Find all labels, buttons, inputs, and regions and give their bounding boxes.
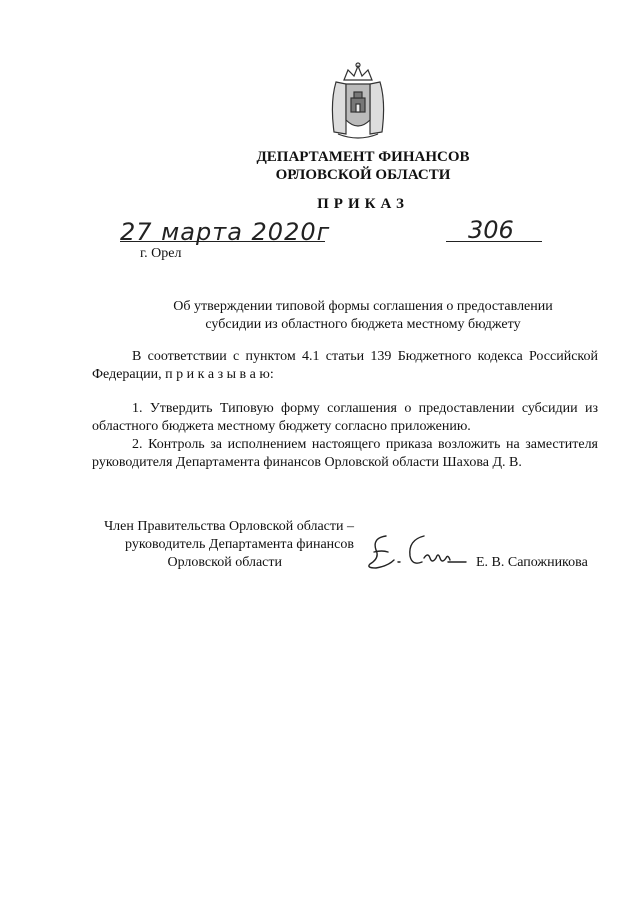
order-item-2: 2. Контроль за исполнением настоящего приказа возложить на заместителя руководителя Департамента финансов Орловской области Шахова Д. В. (92, 437, 598, 470)
position-line-2: руководитель Департамента финансов (125, 537, 354, 552)
handwritten-signature (364, 528, 468, 574)
date-underline (120, 241, 325, 242)
coat-of-arms-emblem (326, 62, 390, 142)
subject-line-1: Об утверждении типовой формы соглашения о предоставлении (173, 299, 553, 314)
position-line-3: Орловской области (167, 555, 282, 570)
position-line-1: Член Правительства Орловской области – (104, 519, 354, 534)
order-subject (120, 298, 606, 334)
department-name (120, 148, 606, 184)
preamble-paragraph: В соответствии с пунктом 4.1 статьи 139 Бюджетного кодекса Российской Федерации, п р и к а з ы в а ю: (92, 349, 598, 382)
department-line-1: ДЕПАРТАМЕНТ ФИНАНСОВ (256, 149, 470, 165)
signatory-name: Е. В. Сапожникова (476, 555, 588, 570)
handwritten-date: 27 марта 2020г (120, 218, 331, 246)
city-label: г. Орел (140, 246, 182, 261)
department-line-2: ОРЛОВСКОЙ ОБЛАСТИ (275, 167, 451, 183)
document-type-heading: ПРИКАЗ (317, 196, 409, 212)
order-item-1: 1. Утвердить Типовую форму соглашения о предоставлении субсидии из областного бюджета местному бюджету согласно приложению. (92, 401, 598, 434)
handwritten-number: 306 (468, 216, 514, 244)
subject-line-2: субсидии из областного бюджета местному бюджету (205, 317, 521, 332)
signatory-position (92, 518, 354, 572)
number-underline (446, 241, 542, 242)
